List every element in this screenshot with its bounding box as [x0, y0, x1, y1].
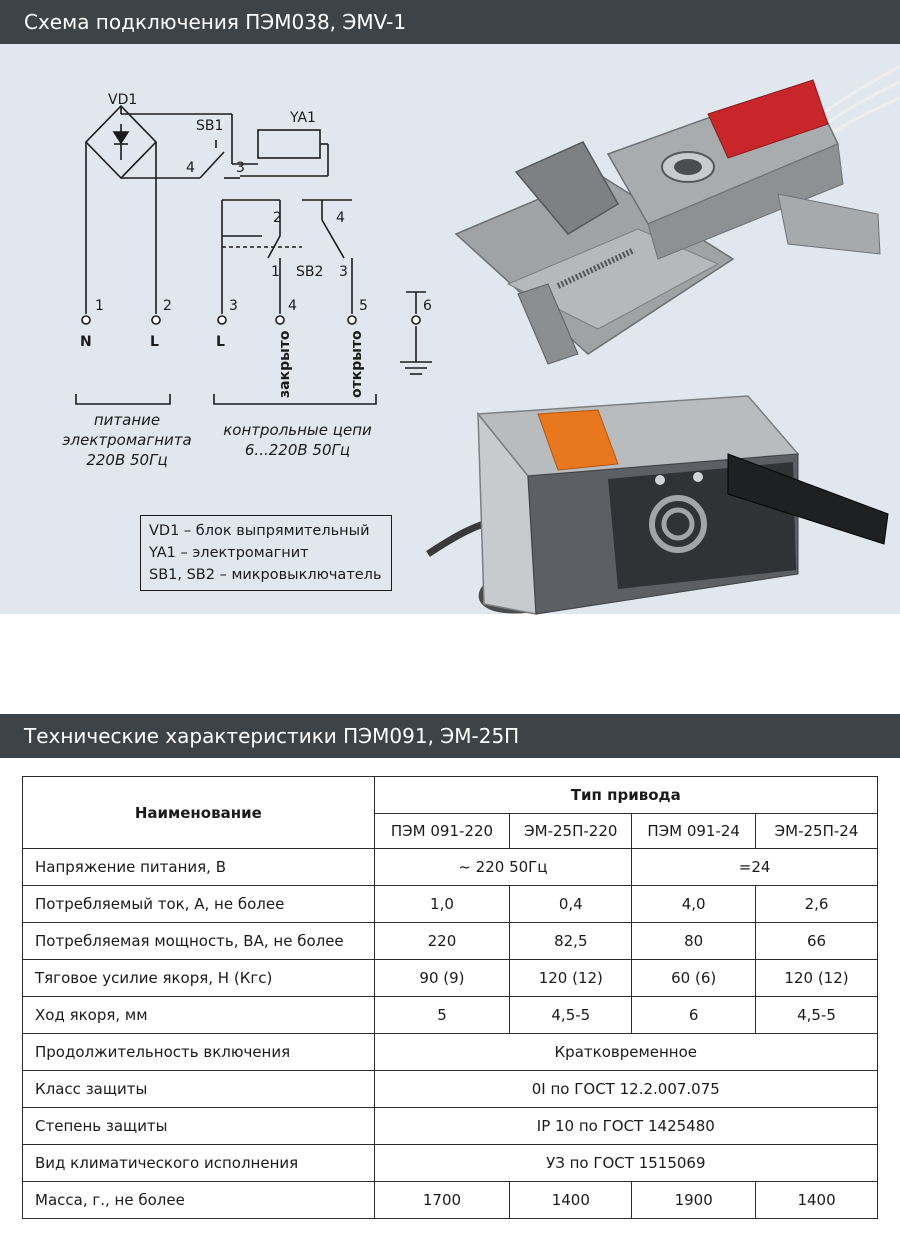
- caption-power: [52, 410, 202, 470]
- cell-value: IP 10 по ГОСТ 1425480: [374, 1108, 877, 1145]
- cell-value: 120 (12): [756, 960, 878, 997]
- cell-value: 1400: [756, 1182, 878, 1219]
- cell-value: 0I по ГОСТ 12.2.007.075: [374, 1071, 877, 1108]
- cell-value: 82,5: [510, 923, 632, 960]
- caption-power-line: 220В 50Гц: [86, 451, 168, 469]
- label-sb2-pin3: 3: [339, 264, 348, 280]
- table-row: [23, 960, 878, 997]
- label-sb1: SB1: [196, 118, 224, 134]
- terminal-4-name: закрыто: [277, 330, 293, 398]
- legend-item: VD1 – блок выпрямительный: [149, 523, 370, 539]
- terminal-3-num: 3: [229, 298, 238, 314]
- caption-power-line: питание: [93, 411, 161, 429]
- terminal-1: [82, 316, 90, 324]
- terminal-1-name: N: [80, 334, 92, 350]
- cell-value: 6: [632, 997, 756, 1034]
- cell-value: 4,0: [632, 886, 756, 923]
- cell-value: 60 (6): [632, 960, 756, 997]
- legend-box: [140, 515, 392, 591]
- section-title-specs: Технические характеристики ПЭМ091, ЭМ-25П: [0, 714, 900, 758]
- cell-value: 90 (9): [374, 960, 510, 997]
- row-name: Степень защиты: [23, 1108, 375, 1145]
- row-name: Ход якоря, мм: [23, 997, 375, 1034]
- cell-value: 120 (12): [510, 960, 632, 997]
- row-name: Масса, г., не более: [23, 1182, 375, 1219]
- cell-value: Кратковременное: [374, 1034, 877, 1071]
- table-row: [23, 1182, 878, 1219]
- terminal-2-num: 2: [163, 298, 172, 314]
- cell-value: 1700: [374, 1182, 510, 1219]
- cell-value: 1400: [510, 1182, 632, 1219]
- caption-control-line: 6...220В 50Гц: [244, 441, 351, 459]
- cell-value: 5: [374, 997, 510, 1034]
- section-title-wiring: Схема подключения ПЭМ038, ЭМV-1: [0, 0, 900, 44]
- cell-value: 1,0: [374, 886, 510, 923]
- terminal-4: [276, 316, 284, 324]
- table-row: [23, 1108, 878, 1145]
- row-name: Потребляемая мощность, ВА, не более: [23, 923, 375, 960]
- row-name: Продолжительность включения: [23, 1034, 375, 1071]
- label-sb2: SB2: [296, 264, 324, 280]
- legend-item: YA1 – электромагнит: [149, 545, 309, 561]
- caption-power-line: электромагнита: [62, 431, 192, 449]
- caption-control-line: контрольные цепи: [223, 421, 372, 439]
- terminal-5-num: 5: [359, 298, 368, 314]
- table-header-model: ПЭМ 091-24: [632, 814, 756, 849]
- terminal-1-num: 1: [95, 298, 104, 314]
- terminal-2: [152, 316, 160, 324]
- table-row: [23, 1034, 878, 1071]
- label-vd1: VD1: [108, 92, 138, 108]
- terminal-3: [218, 316, 226, 324]
- label-sb2-pin4: 4: [336, 210, 345, 226]
- table-row: [23, 849, 878, 886]
- table-header-model: ЭМ-25П-220: [510, 814, 632, 849]
- cell-value: 1900: [632, 1182, 756, 1219]
- label-sb1-pin4: 4: [186, 160, 195, 176]
- cell-value: 66: [756, 923, 878, 960]
- cell-value: 4,5-5: [756, 997, 878, 1034]
- terminal-2-name: L: [150, 334, 159, 350]
- legend-item: SB1, SB2 – микровыключатель: [149, 567, 382, 583]
- table-row: [23, 997, 878, 1034]
- cell-value: 4,5-5: [510, 997, 632, 1034]
- terminal-5: [348, 316, 356, 324]
- row-name: Напряжение питания, В: [23, 849, 375, 886]
- cell-value: 2,6: [756, 886, 878, 923]
- row-name: Тяговое усилие якоря, Н (Кгс): [23, 960, 375, 997]
- actuator-photo-pem091: [428, 384, 900, 612]
- specs-table: [22, 776, 878, 1219]
- row-name: Вид климатического исполнения: [23, 1145, 375, 1182]
- table-header-model: ПЭМ 091-220: [374, 814, 510, 849]
- table-row: [23, 1145, 878, 1182]
- row-name: Класс защиты: [23, 1071, 375, 1108]
- table-row: [23, 1071, 878, 1108]
- table-row: [23, 886, 878, 923]
- cell-value: 80: [632, 923, 756, 960]
- terminal-5-name: открыто: [349, 330, 365, 398]
- wiring-panel: [0, 44, 900, 614]
- cell-value: ~ 220 50Гц: [374, 849, 632, 886]
- terminal-6-num: 6: [423, 298, 432, 314]
- terminal-6: [412, 316, 420, 324]
- label-sb2-pin2: 2: [273, 210, 282, 226]
- table-header-name: Наименование: [23, 777, 375, 849]
- cell-value: =24: [632, 849, 878, 886]
- cell-value: 220: [374, 923, 510, 960]
- caption-control: [205, 420, 390, 460]
- actuator-photo-pem038: [448, 54, 900, 374]
- table-row: [23, 923, 878, 960]
- label-sb2-pin1: 1: [271, 264, 280, 280]
- cell-value: УЗ по ГОСТ 1515069: [374, 1145, 877, 1182]
- label-ya1: YA1: [290, 110, 316, 126]
- cell-value: 0,4: [510, 886, 632, 923]
- terminal-3-name: L: [216, 334, 225, 350]
- table-header-model: ЭМ-25П-24: [756, 814, 878, 849]
- label-sb1-pin3: 3: [236, 160, 245, 176]
- terminal-4-num: 4: [288, 298, 297, 314]
- row-name: Потребляемый ток, А, не более: [23, 886, 375, 923]
- table-header-type: Тип привода: [374, 777, 877, 814]
